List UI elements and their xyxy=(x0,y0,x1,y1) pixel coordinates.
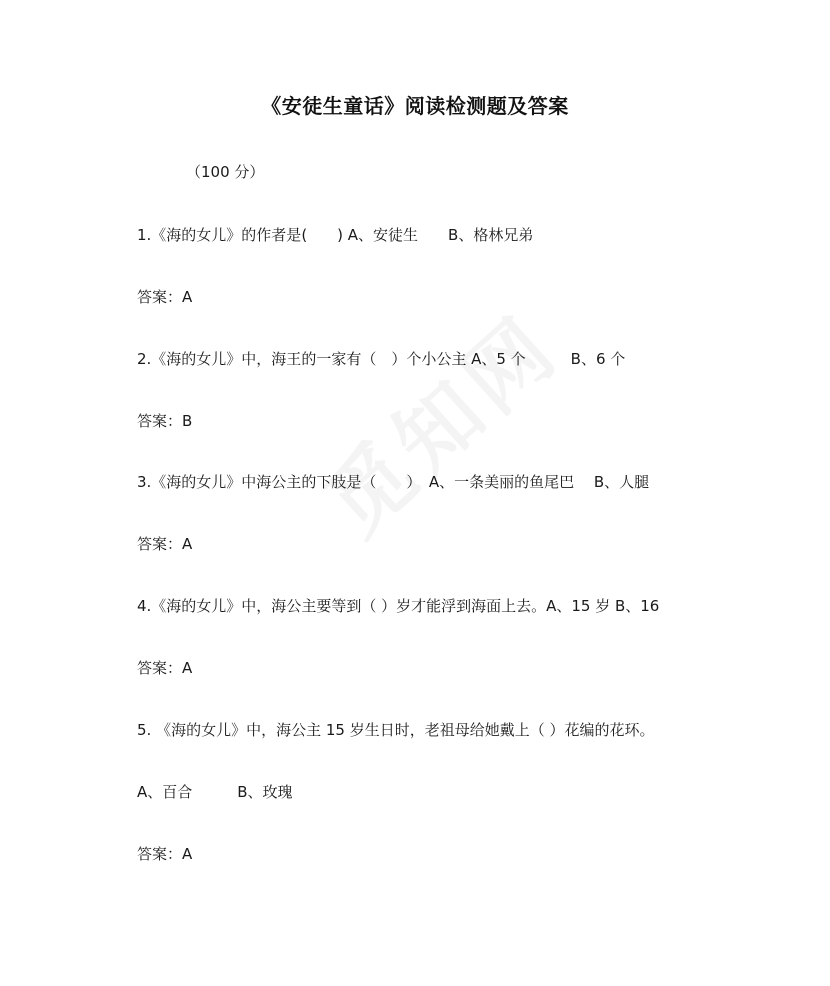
question-2: 2.《海的女儿》中，海王的一家有（ ）个小公主 A、5 个 B、6 个 xyxy=(137,350,626,368)
answer-1: 答案：A xyxy=(137,288,193,306)
question-5: 5. 《海的女儿》中，海公主 15 岁生日时，老祖母给她戴上（ ）花编的花环。 xyxy=(137,721,655,739)
watermark xyxy=(295,283,581,558)
answer-3: 答案：A xyxy=(137,535,193,553)
score-note: （100 分） xyxy=(186,163,265,181)
question-4: 4.《海的女儿》中，海公主要等到（ ）岁才能浮到海面上去。A、15 岁 B、16 xyxy=(137,597,660,615)
question-5-options: A、百合 B、玫瑰 xyxy=(137,783,293,801)
answer-2: 答案：B xyxy=(137,412,193,430)
question-1: 1.《海的女儿》的作者是( ) A、安徒生 B、格林兄弟 xyxy=(137,226,534,244)
document-title: 《安徒生童话》阅读检测题及答案 xyxy=(261,94,569,118)
question-3: 3.《海的女儿》中海公主的下肢是（ ） A、一条美丽的鱼尾巴 B、人腿 xyxy=(137,473,650,491)
answer-4: 答案：A xyxy=(137,659,193,677)
answer-5: 答案：A xyxy=(137,845,193,863)
